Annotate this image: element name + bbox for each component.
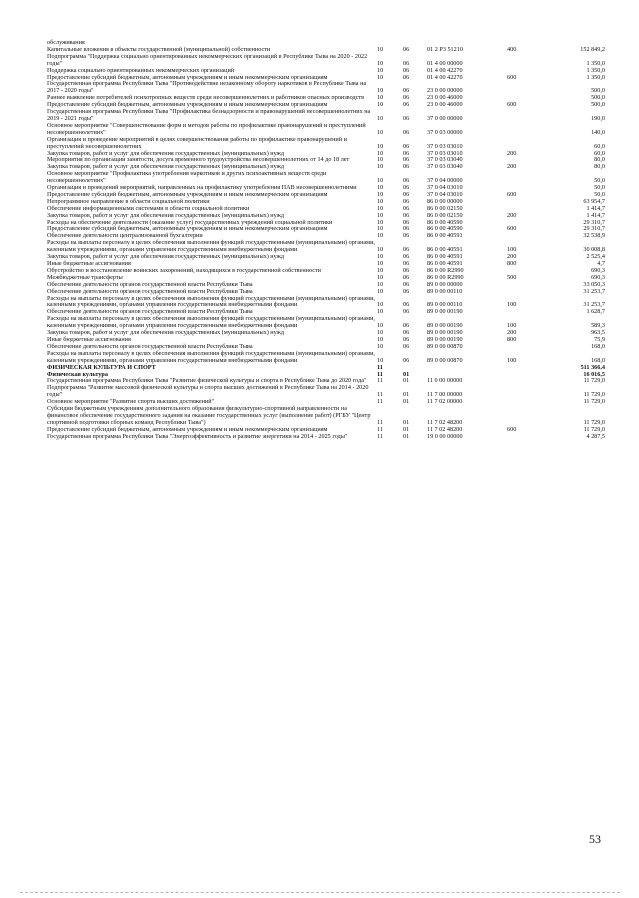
row-section: 10 bbox=[377, 177, 384, 185]
row-amount: 690,3 bbox=[591, 273, 605, 281]
row-subsection: 01 bbox=[403, 425, 410, 433]
row-expense-type bbox=[507, 137, 547, 151]
row-expense-type bbox=[507, 365, 547, 372]
page-number: 53 bbox=[589, 832, 601, 846]
row-section: 10 bbox=[377, 184, 384, 192]
row-amount: 690,3 bbox=[591, 266, 605, 274]
row-name: Обеспечение деятельности органов государственной власти Республики Тыва bbox=[47, 308, 253, 316]
row-amount: 11 729,0 bbox=[583, 391, 605, 399]
row-subsection: 06 bbox=[403, 45, 410, 53]
row-subsection: 06 bbox=[403, 266, 410, 274]
row-amount: 60,0 bbox=[594, 149, 605, 157]
row-expense-type bbox=[507, 309, 547, 316]
row-name: Расходы на выплаты персоналу в целях обеспечения выполнения функций государственными (муниципальными) органами, казенными учреждениями, органами управления государственными внебюджетными фондами bbox=[47, 315, 375, 330]
row-section: 10 bbox=[377, 356, 384, 364]
row-target-item: 37 0 03 03010 bbox=[427, 142, 463, 150]
row-expense-type: 200 bbox=[507, 211, 517, 219]
row-name: Физическая культура bbox=[47, 370, 108, 378]
row-name: Государственная программа Республики Тыва "Профилактика безнадзорности и правонарушений несовершеннолетних на 2019 - 2021 годы" bbox=[47, 108, 371, 122]
row-target-item: 86 0 00 R2990 bbox=[427, 266, 464, 274]
row-name: Предоставление субсидий бюджетным, автономным учреждениям и иным некоммерческим организациям bbox=[47, 73, 328, 81]
row-section: 10 bbox=[377, 322, 384, 330]
row-target-item: 19 0 00 00000 bbox=[427, 432, 463, 440]
row-expense-type bbox=[507, 282, 547, 289]
row-amount: 168,0 bbox=[591, 356, 605, 364]
row-target-item: 23 0 00 00000 bbox=[427, 87, 463, 95]
row-section: 10 bbox=[377, 335, 384, 343]
row-expense-type: 600 bbox=[507, 101, 517, 109]
row-name: Обеспечение деятельности централизованной бухгалтерии bbox=[47, 232, 203, 240]
row-name: Закупка товаров, работ и услуг для обеспечения государственных (муниципальных) нужд bbox=[47, 149, 285, 157]
row-amount: 11 729,0 bbox=[583, 425, 605, 433]
row-amount: 589,3 bbox=[591, 322, 605, 330]
table-row bbox=[47, 171, 605, 185]
row-section: 10 bbox=[377, 301, 384, 309]
row-section: 10 bbox=[377, 204, 384, 212]
row-name: Организация и проведение мероприятий в целях совершенствования работы по профилактике правонарушений и преступлений несовершеннолетних bbox=[47, 135, 347, 150]
row-target-item: 37 0 03 03040 bbox=[427, 163, 463, 171]
budget-table bbox=[47, 40, 605, 441]
row-expense-type: 200 bbox=[507, 149, 517, 157]
table-row bbox=[47, 296, 605, 310]
row-subsection: 06 bbox=[403, 260, 410, 267]
row-name: Обеспечение деятельности органов государственной власти Республики Тыва bbox=[47, 280, 253, 288]
row-section: 11 bbox=[377, 418, 383, 426]
row-section: 10 bbox=[377, 280, 384, 288]
table-row bbox=[47, 268, 605, 275]
row-expense-type bbox=[507, 54, 547, 68]
row-amount: 60,0 bbox=[594, 142, 605, 150]
row-name: Расходы на выплаты персоналу в целях обеспечения выполнения функций государственными (муниципальными) органами, казенными учреждениями, органами управления государственными внебюджетными фондами bbox=[47, 294, 375, 309]
row-expense-type: 600 bbox=[507, 73, 517, 81]
table-row bbox=[47, 54, 605, 68]
row-expense-type bbox=[507, 171, 547, 185]
table-row bbox=[47, 123, 605, 137]
table-row bbox=[47, 137, 605, 151]
row-subsection: 01 bbox=[403, 398, 410, 406]
row-section: 10 bbox=[377, 66, 384, 74]
row-expense-type bbox=[507, 233, 547, 240]
row-target-item: 86 0 00 40590 bbox=[427, 218, 463, 226]
row-name: Организация и проведений мероприятий, направленных на профилактику употребления ПАВ несовершеннолетними bbox=[47, 184, 357, 192]
row-section: 10 bbox=[377, 225, 384, 233]
row-subsection: 06 bbox=[403, 211, 410, 219]
row-amount: 511 366,4 bbox=[580, 363, 605, 371]
row-amount: 1 350,0 bbox=[586, 66, 605, 74]
row-target-item: 23 0 00 46000 bbox=[427, 94, 463, 102]
row-target-item: 01 4 00 42270 bbox=[427, 73, 463, 81]
row-expense-type: 600 bbox=[507, 225, 517, 233]
row-section: 10 bbox=[377, 73, 384, 81]
row-subsection: 06 bbox=[403, 308, 410, 316]
row-name: Предоставление субсидий бюджетным, автономным учреждениям и иным некоммерческим организациям bbox=[47, 425, 328, 433]
row-target-item: 37 0 00 00000 bbox=[427, 114, 463, 122]
row-expense-type: 100 bbox=[507, 246, 517, 254]
row-target-item: 37 0 03 00000 bbox=[427, 128, 463, 136]
row-target-item: 89 0 00 00190 bbox=[427, 329, 463, 337]
row-target-item: 86 0 00 40591 bbox=[427, 232, 463, 240]
row-amount: 11 729,0 bbox=[583, 418, 605, 426]
table-row bbox=[47, 365, 605, 372]
row-section: 10 bbox=[377, 45, 384, 53]
row-section: 10 bbox=[377, 329, 384, 337]
row-expense-type: 200 bbox=[507, 253, 517, 261]
row-amount: 2 525,4 bbox=[586, 253, 605, 261]
row-subsection: 06 bbox=[403, 87, 410, 95]
row-target-item: 01 4 00 42270 bbox=[427, 66, 463, 74]
row-name: обслуживания bbox=[47, 39, 85, 46]
row-section: 10 bbox=[377, 342, 384, 350]
row-name: Закупка товаров, работ и услуг для обеспечения государственных (муниципальных) нужд bbox=[47, 163, 285, 171]
row-subsection: 06 bbox=[403, 280, 410, 288]
row-subsection: 06 bbox=[403, 73, 410, 81]
row-expense-type: 600 bbox=[507, 190, 517, 198]
row-section: 10 bbox=[377, 211, 384, 219]
row-name: Иные бюджетные ассигнования bbox=[47, 335, 131, 343]
row-expense-type: 100 bbox=[507, 322, 517, 330]
row-amount: 29 310,7 bbox=[583, 218, 605, 226]
row-amount: 30 008,8 bbox=[583, 246, 605, 254]
row-section: 10 bbox=[377, 156, 384, 164]
row-expense-type bbox=[507, 289, 547, 296]
row-expense-type bbox=[507, 406, 547, 427]
row-expense-type: 100 bbox=[507, 301, 517, 309]
row-amount: 50,0 bbox=[594, 190, 605, 198]
row-target-item: 86 0 00 40591 bbox=[427, 260, 463, 267]
row-subsection: 06 bbox=[403, 342, 410, 350]
row-section: 11 bbox=[377, 398, 383, 406]
row-section: 10 bbox=[377, 87, 384, 95]
row-amount: 500,0 bbox=[591, 94, 605, 102]
row-name: Государственная программа Республики Тыва "Энергоэффективность и развитие энергетики на 2014 - 2025 годы" bbox=[47, 432, 348, 440]
row-name: Субсидии бюджетным учреждениям дополнительного образования физкультурно-спортивной направленности на финансовое обеспечение государственного задания на оказание государственных услуг (выполнение работ) (РГБУ "Центр спортивной подготовки сборных команд Республики Тыва") bbox=[47, 405, 371, 426]
table-row bbox=[47, 406, 605, 427]
row-amount: 50,0 bbox=[594, 184, 605, 192]
row-target-item: 86 0 00 40590 bbox=[427, 225, 463, 233]
row-amount: 11 729,0 bbox=[583, 377, 605, 385]
row-name: ФИЗИЧЕСКАЯ КУЛЬТУРА И СПОРТ bbox=[47, 363, 156, 371]
row-amount: 4,7 bbox=[597, 260, 605, 267]
row-section: 10 bbox=[377, 94, 384, 102]
table-row bbox=[47, 109, 605, 123]
row-name: Подпрограмма "Поддержка социально ориентированных некоммерческих организаций в Республике Тыва на 2020 - 2022 годы" bbox=[47, 52, 368, 67]
row-section: 10 bbox=[377, 149, 384, 157]
row-subsection: 06 bbox=[403, 273, 410, 281]
row-amount: 31 253,7 bbox=[583, 301, 605, 309]
row-target-item: 89 0 00 00870 bbox=[427, 342, 463, 350]
row-target-item: 11 0 00 00000 bbox=[427, 377, 463, 385]
row-subsection: 06 bbox=[403, 156, 410, 164]
row-subsection: 01 bbox=[403, 432, 410, 440]
row-section: 10 bbox=[377, 190, 384, 198]
row-subsection: 06 bbox=[403, 66, 410, 74]
row-section: 11 bbox=[377, 377, 383, 385]
row-section: 10 bbox=[377, 128, 384, 136]
row-section: 11 bbox=[377, 391, 383, 399]
row-amount: 4 287,5 bbox=[586, 432, 605, 440]
row-expense-type bbox=[507, 109, 547, 123]
row-subsection: 06 bbox=[403, 94, 410, 102]
row-subsection: 06 bbox=[403, 163, 410, 171]
row-amount: 50,0 bbox=[594, 177, 605, 185]
row-name: Иные бюджетные ассигнования bbox=[47, 260, 131, 267]
row-subsection: 06 bbox=[403, 232, 410, 240]
row-expense-type: 400 bbox=[507, 45, 517, 53]
row-subsection: 06 bbox=[403, 142, 410, 150]
row-target-item: 86 0 00 40591 bbox=[427, 253, 463, 261]
row-section: 10 bbox=[377, 142, 384, 150]
row-amount: 1 350,0 bbox=[586, 59, 605, 67]
table-row bbox=[47, 385, 605, 399]
row-amount: 11 729,0 bbox=[583, 398, 605, 406]
row-name: Основное мероприятие "Совершенствование форм и методов работы по профилактике правонарушений и преступлений несовершеннолетних" bbox=[47, 121, 366, 136]
row-name: Закупка товаров, работ и услуг для обеспечения государственных (муниципальных) нужд bbox=[47, 329, 285, 337]
row-name: Непрограммное направление в области социальной политики bbox=[47, 197, 210, 205]
row-amount: 80,0 bbox=[594, 163, 605, 171]
row-expense-type bbox=[507, 199, 547, 206]
row-section: 11 bbox=[377, 363, 383, 371]
budget-table-body bbox=[47, 40, 605, 441]
row-expense-type bbox=[507, 399, 547, 406]
row-amount: 963,5 bbox=[591, 329, 605, 337]
row-target-item: 86 0 00 40591 bbox=[427, 246, 463, 254]
row-amount: 80,0 bbox=[594, 156, 605, 164]
row-subsection: 06 bbox=[403, 335, 410, 343]
row-subsection: 06 bbox=[403, 356, 410, 364]
row-section: 10 bbox=[377, 218, 384, 226]
row-target-item: 37 0 04 03010 bbox=[427, 190, 463, 198]
row-subsection: 06 bbox=[403, 101, 410, 109]
row-name: Обеспечение деятельности органов государственной власти Республики Тыва bbox=[47, 342, 253, 350]
row-expense-type bbox=[507, 81, 547, 95]
row-amount: 16 016,5 bbox=[583, 370, 605, 378]
row-name: Закупка товаров, работ и услуг для обеспечения государственных (муниципальных) нужд bbox=[47, 211, 285, 219]
row-section: 10 bbox=[377, 260, 384, 267]
row-expense-type bbox=[507, 378, 547, 385]
row-section: 11 bbox=[377, 432, 383, 440]
row-name: Основное мероприятие "Профилактика употребления наркотиков и других психоактивных веществ среди несовершеннолетних" bbox=[47, 170, 327, 185]
row-target-item: 89 0 00 00190 bbox=[427, 322, 463, 330]
row-target-item: 89 0 00 00190 bbox=[427, 308, 463, 316]
row-section: 10 bbox=[377, 253, 384, 261]
row-target-item: 89 0 00 00110 bbox=[427, 301, 463, 309]
row-amount: 152 849,2 bbox=[580, 45, 605, 53]
row-name: Государственная программа Республики Тыва "Развитие физической культуры и спорта в Республике Тыва до 2020 года" bbox=[47, 377, 367, 385]
scan-edge-line bbox=[20, 892, 620, 893]
row-section: 10 bbox=[377, 287, 384, 295]
row-name: Расходы на обеспечение деятельности (оказание услуг) государственных учреждений социальной политики bbox=[47, 218, 333, 226]
row-expense-type: 600 bbox=[507, 425, 517, 433]
row-name: Основное мероприятие "Развитие спорта высших достижений" bbox=[47, 398, 215, 406]
table-row bbox=[47, 240, 605, 254]
row-section: 10 bbox=[377, 246, 384, 254]
row-subsection: 06 bbox=[403, 197, 410, 205]
row-amount: 140,0 bbox=[591, 128, 605, 136]
row-subsection: 01 bbox=[403, 391, 410, 399]
row-target-item: 86 0 00 02150 bbox=[427, 211, 463, 219]
row-target-item: 11 7 02 48200 bbox=[427, 425, 463, 433]
row-expense-type: 200 bbox=[507, 163, 517, 171]
row-subsection: 01 bbox=[403, 377, 410, 385]
row-target-item: 89 0 00 00190 bbox=[427, 335, 463, 343]
row-subsection: 06 bbox=[403, 128, 410, 136]
row-expense-type bbox=[507, 123, 547, 137]
row-name: Капитальные вложения в объекты государственной (муниципальной) собственности bbox=[47, 45, 271, 53]
row-amount: 190,0 bbox=[591, 114, 605, 122]
row-target-item: 23 0 00 46000 bbox=[427, 101, 463, 109]
row-subsection: 06 bbox=[403, 301, 410, 309]
row-expense-type bbox=[507, 385, 547, 399]
row-amount: 33 050,3 bbox=[583, 280, 605, 288]
row-name: Закупка товаров, работ и услуг для обеспечения государственных (муниципальных) нужд bbox=[47, 253, 285, 261]
row-name: Предоставление субсидий бюджетным, автономным учреждениям и иным некоммерческим организациям bbox=[47, 225, 328, 233]
row-target-item: 37 0 03 03010 bbox=[427, 149, 463, 157]
row-subsection: 06 bbox=[403, 253, 410, 261]
row-amount: 75,9 bbox=[594, 335, 605, 343]
row-name: Раннее выявление потребителей психотропных веществ среди несовершеннолетних и работников опасных производств bbox=[47, 94, 364, 102]
row-section: 10 bbox=[377, 163, 384, 171]
row-subsection: 06 bbox=[403, 204, 410, 212]
row-name: Предоставление субсидий бюджетным, автономным учреждениям и иным некоммерческим организациям bbox=[47, 101, 328, 109]
table-row bbox=[47, 434, 605, 441]
row-name: Обеспечение информационными системами в области социальной политики bbox=[47, 204, 250, 212]
row-subsection: 06 bbox=[403, 225, 410, 233]
row-section: 11 bbox=[377, 370, 383, 378]
row-name: Поддержка социально ориентированных некоммерческих организаций bbox=[47, 66, 235, 74]
row-target-item: 86 0 00 00000 bbox=[427, 197, 463, 205]
row-target-item: 89 0 00 00000 bbox=[427, 280, 463, 288]
row-target-item: 11 7 02 48200 bbox=[427, 418, 463, 426]
row-amount: 168,0 bbox=[591, 342, 605, 350]
row-target-item: 11 7 00 00000 bbox=[427, 391, 463, 399]
row-subsection: 06 bbox=[403, 177, 410, 185]
row-expense-type: 500 bbox=[507, 273, 517, 281]
row-name: Подпрограмма "Развитие массовой физической культуры и спорта высших достижений в Республике Тыва на 2014 - 2020 годы" bbox=[47, 384, 369, 399]
row-expense-type bbox=[507, 372, 547, 379]
row-subsection: 01 bbox=[403, 370, 410, 378]
row-subsection: 06 bbox=[403, 149, 410, 157]
row-section: 10 bbox=[377, 114, 384, 122]
row-subsection: 06 bbox=[403, 322, 410, 330]
table-row bbox=[47, 351, 605, 365]
row-amount: 500,0 bbox=[591, 101, 605, 109]
row-target-item: 89 0 00 00870 bbox=[427, 356, 463, 364]
table-row bbox=[47, 316, 605, 330]
row-section: 10 bbox=[377, 232, 384, 240]
row-name: Обустройство и восстановление воинских захоронений, находящихся в государственной собственности bbox=[47, 266, 321, 274]
row-target-item: 89 0 00 00110 bbox=[427, 287, 463, 295]
row-subsection: 06 bbox=[403, 246, 410, 254]
row-subsection: 06 bbox=[403, 329, 410, 337]
row-section: 10 bbox=[377, 197, 384, 205]
row-name: Обеспечение деятельности органов государственной власти Республики Тыва bbox=[47, 287, 253, 295]
row-subsection: 01 bbox=[403, 418, 410, 426]
row-amount: 500,0 bbox=[591, 87, 605, 95]
table-row bbox=[47, 81, 605, 95]
row-amount: 32 538,9 bbox=[583, 232, 605, 240]
row-expense-type bbox=[507, 344, 547, 351]
row-name: Расходы на выплаты персоналу в целях обеспечения выполнения функций государственными (муниципальными) органами, казенными учреждениями, органами управления государственными внебюджетными фондами bbox=[47, 239, 375, 254]
row-target-item: 11 7 02 00000 bbox=[427, 398, 463, 406]
row-target-item: 37 0 03 03040 bbox=[427, 156, 463, 164]
row-expense-type: 800 bbox=[507, 260, 517, 267]
row-amount: 63 954,7 bbox=[583, 197, 605, 205]
row-name: Мероприятия по организации занятости, досуга временного трудоустройства несовершеннолетних от 14 до 18 лет bbox=[47, 156, 350, 164]
row-section: 10 bbox=[377, 59, 384, 67]
row-expense-type: 100 bbox=[507, 356, 517, 364]
row-section: 10 bbox=[377, 266, 384, 274]
row-target-item: 86 0 00 R2990 bbox=[427, 273, 464, 281]
row-subsection: 06 bbox=[403, 190, 410, 198]
row-section: 10 bbox=[377, 273, 384, 281]
row-expense-type: 800 bbox=[507, 335, 517, 343]
row-amount: 1 414,7 bbox=[586, 211, 605, 219]
row-subsection: 06 bbox=[403, 184, 410, 192]
row-name: Межбюджетные трансферты bbox=[47, 273, 123, 281]
row-amount: 1 628,7 bbox=[586, 308, 605, 316]
row-amount: 29 310,7 bbox=[583, 225, 605, 233]
row-amount: 1 350,0 bbox=[586, 73, 605, 81]
row-expense-type bbox=[507, 434, 547, 441]
row-subsection: 06 bbox=[403, 59, 410, 67]
row-name: Государственная программа Республики Тыва "Противодействие незаконному обороту наркотиков в Республике Тыва на 2017 - 2020 годы" bbox=[47, 80, 367, 95]
row-amount: 31 253,7 bbox=[583, 287, 605, 295]
row-name: Предоставление субсидий бюджетным, автономным учреждениям и иным некоммерческим организациям bbox=[47, 190, 328, 198]
row-section: 10 bbox=[377, 308, 384, 316]
row-expense-type: 200 bbox=[507, 329, 517, 337]
row-subsection: 06 bbox=[403, 114, 410, 122]
row-amount: 1 414,7 bbox=[586, 204, 605, 212]
row-subsection: 06 bbox=[403, 287, 410, 295]
row-target-item: 37 0 04 03010 bbox=[427, 184, 463, 192]
row-target-item: 37 0 04 00000 bbox=[427, 177, 463, 185]
row-subsection: 06 bbox=[403, 218, 410, 226]
row-section: 10 bbox=[377, 101, 384, 109]
row-target-item: 86 0 00 02150 bbox=[427, 204, 463, 212]
row-name: Расходы на выплаты персоналу в целях обеспечения выполнения функций государственными (муниципальными) органами, казенными учреждениями, органами управления государственными внебюджетными фондами bbox=[47, 349, 375, 364]
row-section: 11 bbox=[377, 425, 383, 433]
row-target-item bbox=[427, 365, 507, 372]
row-target-item: 01 4 00 00000 bbox=[427, 59, 463, 67]
row-target-item: 01 2 Р3 51210 bbox=[427, 45, 463, 53]
